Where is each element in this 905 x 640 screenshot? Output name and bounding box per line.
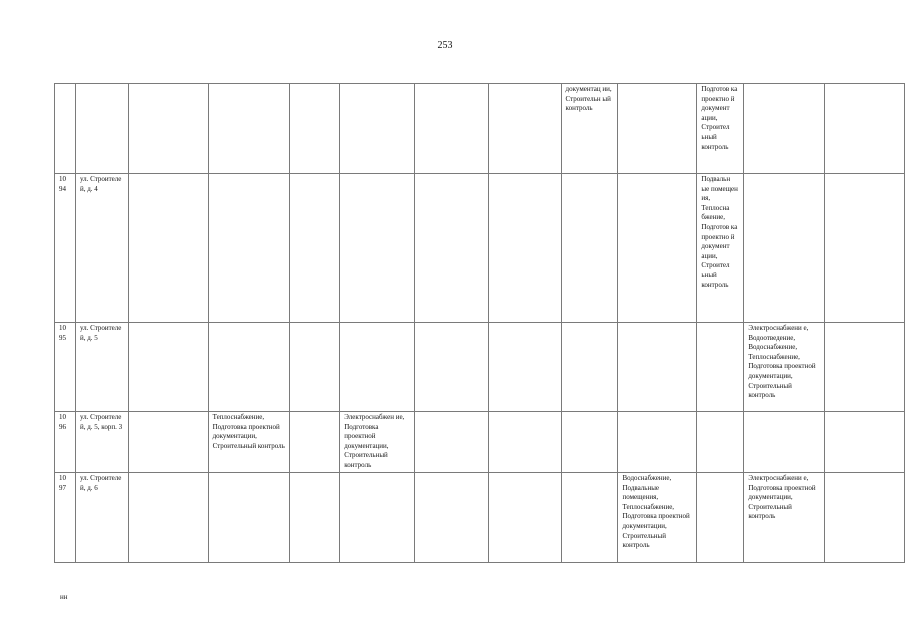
table-cell: [340, 174, 415, 323]
table-cell: [561, 412, 618, 473]
address-cell: ул. Строителе й, д. 5: [75, 323, 128, 412]
table-cell: [744, 412, 825, 473]
address-cell: ул. Строителе й, д. 4: [75, 174, 128, 323]
table-cell: [415, 323, 489, 412]
table-cell: [488, 412, 561, 473]
table-cell: документац ии, Строительн ый контроль: [561, 84, 618, 174]
table-cell: [618, 323, 697, 412]
table-cell: [208, 473, 290, 563]
table-cell: [290, 323, 340, 412]
table-cell: [618, 84, 697, 174]
table-cell: [488, 174, 561, 323]
footer-mark: нн: [60, 593, 68, 601]
table-cell: [340, 323, 415, 412]
table-cell: Подвальн ые помещен ия, Теплосна бжение, Подготов ка проектно й документ ации, Строител ьный контроль: [697, 174, 744, 323]
table-cell: [744, 174, 825, 323]
table-cell: [825, 412, 905, 473]
table-cell: [208, 84, 290, 174]
table-cell: Электроснабжени е, Подготовка проектной документации, Строительный контроль: [744, 473, 825, 563]
table-cell: [415, 84, 489, 174]
table-cell: [618, 174, 697, 323]
table-cell: [128, 323, 208, 412]
table-row: [55, 84, 905, 174]
address-cell: [75, 84, 128, 174]
table-cell: [290, 473, 340, 563]
table-cell: [825, 473, 905, 563]
table-cell: Теплоснабжение, Подготовка проектной документации, Строительный контроль: [208, 412, 290, 473]
table-cell: [697, 323, 744, 412]
row-number-cell: 10 95: [55, 323, 76, 412]
table-cell: Подготов ка проектно й документ ации, Строител ьный контроль: [697, 84, 744, 174]
work-schedule-table: [54, 83, 905, 563]
table-cell: [128, 84, 208, 174]
table-cell: [290, 412, 340, 473]
table-cell: [290, 174, 340, 323]
table-cell: [415, 473, 489, 563]
table-cell: [697, 412, 744, 473]
table-cell: [561, 174, 618, 323]
table-cell: [128, 174, 208, 323]
table-cell: [208, 323, 290, 412]
table-cell: [415, 174, 489, 323]
table-cell: [825, 323, 905, 412]
table-cell: Электроснабжен ие, Подготовка проектной документации, Строительный контроль: [340, 412, 415, 473]
table-cell: [415, 412, 489, 473]
table-cell: [697, 473, 744, 563]
row-number-cell: 10 96: [55, 412, 76, 473]
row-number-cell: 10 94: [55, 174, 76, 323]
table-cell: [488, 323, 561, 412]
table-cell: Водоснабжение, Подвальные помещения, Теплоснабжение, Подготовка проектной документации, Строительный контроль: [618, 473, 697, 563]
table-cell: [128, 412, 208, 473]
table-cell: [128, 473, 208, 563]
table-cell: [561, 473, 618, 563]
address-cell: ул. Строителе й, д. 5, корп. 3: [75, 412, 128, 473]
table-cell: [618, 412, 697, 473]
table-cell: [488, 473, 561, 563]
table-row: [55, 174, 905, 323]
table-cell: [488, 84, 561, 174]
table-cell: [290, 84, 340, 174]
table-row: [55, 473, 905, 563]
table-row: [55, 323, 905, 412]
table-cell: [825, 174, 905, 323]
table-cell: [340, 473, 415, 563]
table-cell: [208, 174, 290, 323]
row-number-cell: [55, 84, 76, 174]
table-cell: [744, 84, 825, 174]
row-number-cell: 10 97: [55, 473, 76, 563]
table-cell: Электроснабжени е, Водоотведение, Водоснабжение, Теплоснабжение, Подготовка проектной документации, Строительный контроль: [744, 323, 825, 412]
address-cell: ул. Строителе й, д. 6: [75, 473, 128, 563]
table-cell: [825, 84, 905, 174]
table-row: [55, 412, 905, 473]
table-cell: [561, 323, 618, 412]
table-cell: [340, 84, 415, 174]
page-number: 253: [437, 40, 453, 51]
